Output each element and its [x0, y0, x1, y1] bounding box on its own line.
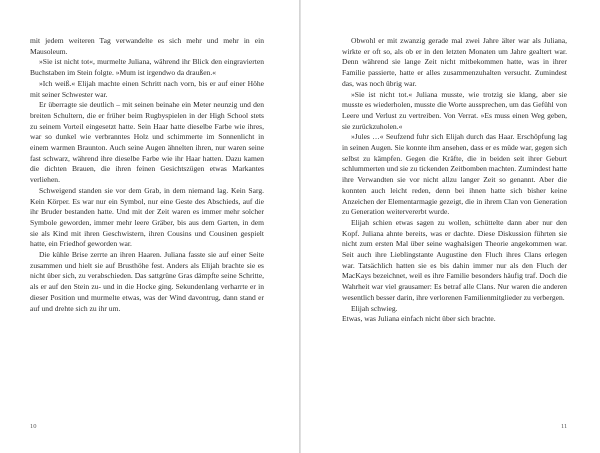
paragraph: »Ich weiß.« Elijah machte einen Schritt nach vorn, bis er auf einer Höhe mit seiner Schwester war.: [30, 78, 264, 99]
left-page: [0, 0, 299, 453]
left-page-text: [30, 36, 264, 314]
paragraph: Etwas, was Juliana einfach nicht über sich brachte.: [342, 314, 496, 324]
right-page-text: [342, 36, 567, 325]
paragraph: Elijah schwieg.: [351, 303, 398, 313]
paragraph: Er überragte sie deutlich – mit seinen beinahe ein Meter neunzig und den breiten Schultern, die er früher beim Rugbyspielen in der High School stets zu seinem Vorteil eingesetzt hatte. Sein Haar hatte dieselbe Farbe wie ihres, war so dunkel wie verbranntes Holz und schimmerte im Sonnenlicht in einem warmen Braunton. Auch seine Augen ähnelten ihren, nur waren seine fast schwarz, während ihre dieselbe Farbe wie ihr Haar hatten. Dazu kamen die dichten Brauen, die ihren feinen Gesichtszügen etwas Markantes verliehen.: [30, 100, 264, 185]
right-page: [301, 0, 600, 453]
paragraph: mit jedem weiteren Tag verwandelte es sich mehr und mehr in ein Mausoleum.: [30, 36, 264, 56]
paragraph: Obwohl er mit zwanzig gerade mal zwei Jahre älter war als Juliana, wirkte er oft so, als ob er in den letzten Monaten um Jahre gealtert war. Denn während sie lange Zeit nicht mitbekommen hatte, was in ihrer Familie passierte, hatte er alles zusammenzuhalten versucht. Zumindest das, was noch übrig war.: [342, 36, 567, 88]
paragraph: Schweigend standen sie vor dem Grab, in dem niemand lag. Kein Sarg. Kein Körper. Es war nur ein Symbol, nur eine Geste des Abschieds, auf die ihr Bruder bestanden hatte. Und mit der Zeit waren es immer mehr solcher Symbole geworden, immer mehr leere Gräber, bis aus dem Garten, in dem sie als Kind mit ihren Geschwistern, ihren Cousins und Cousinen gespielt hatte, ein Friedhof geworden war.: [30, 185, 264, 249]
paragraph: Die kühle Brise zerrte an ihren Haaren. Juliana fasste sie auf einer Seite zusammen und hielt sie auf Brusthöhe fest. Anders als Elijah brachte sie es nicht über sich, zu verabschieden. Das sattgrüne Gras dämpfte seine Schritte, als er auf den Stein zu- und in die Hocke ging. Sekundenlang verharrte er in dieser Position und murmelte etwas, was der Wind davontrug, dann stand er auf und drehte sich zu ihr um.: [30, 250, 264, 313]
page-number: 11: [561, 423, 568, 430]
paragraph: Elijah schien etwas sagen zu wollen, schüttelte dann aber nur den Kopf. Juliana ahnte bereits, was er dachte. Diese Diskussion führten sie nicht zum ersten Mal über seine waghalsigen Theorie angekommen war. Seit auch ihre Lieblingstante Augustine den Fluch ihres Clans erlegen war. Tatsächlich hatten sie es bis dahin immer nur als den Fluch der MacKays bezeichnet, weil es ihre Familie besonders häufig traf. Doch die Wahrheit war viel grausamer: Es betraf alle Clans. Nur waren die anderen wesentlich besser darin, ihre verlorenen Familienmitglieder zu verbergen.: [342, 217, 567, 302]
paragraph: »Sie ist nicht tot«, murmelte Juliana, während ihr Blick den eingravierten Buchstaben im Stein folgte. »Mum ist irgendwo da draußen.«: [30, 57, 264, 78]
paragraph: »Jules …« Seufzend fuhr sich Elijah durch das Haar. Erschöpfung lag in seinen Augen. Sie konnte ihm ansehen, dass er es müde war, gegen sich selbst zu kämpfen. Gegen die Kräfte, die in beiden seit ihrer Geburt schlummerten und sie zu tickenden Zeitbomben machten. Zumindest hatte ihre Verwandten sie vor nicht allzu langer Zeit so genannt. Aber die konnten auch leicht reden, denn bei ihnen hatte sich bisher keine Anzeichen der Elementarmagie gezeigt, die in ihrem Clan von Generation zu Generation weitervererbt wurde.: [342, 132, 567, 217]
paragraph: »Sie ist nicht tot.« Juliana musste, wie trotzig sie klang, aber sie musste es wiederholen, musste die Worte aussprechen, um das Gefühl von Leere und Verlust zu vertreiben. Von Verrat. »Es muss einen Weg geben, sie zurückzuholen.«: [342, 89, 567, 131]
page-number: 10: [30, 423, 37, 430]
